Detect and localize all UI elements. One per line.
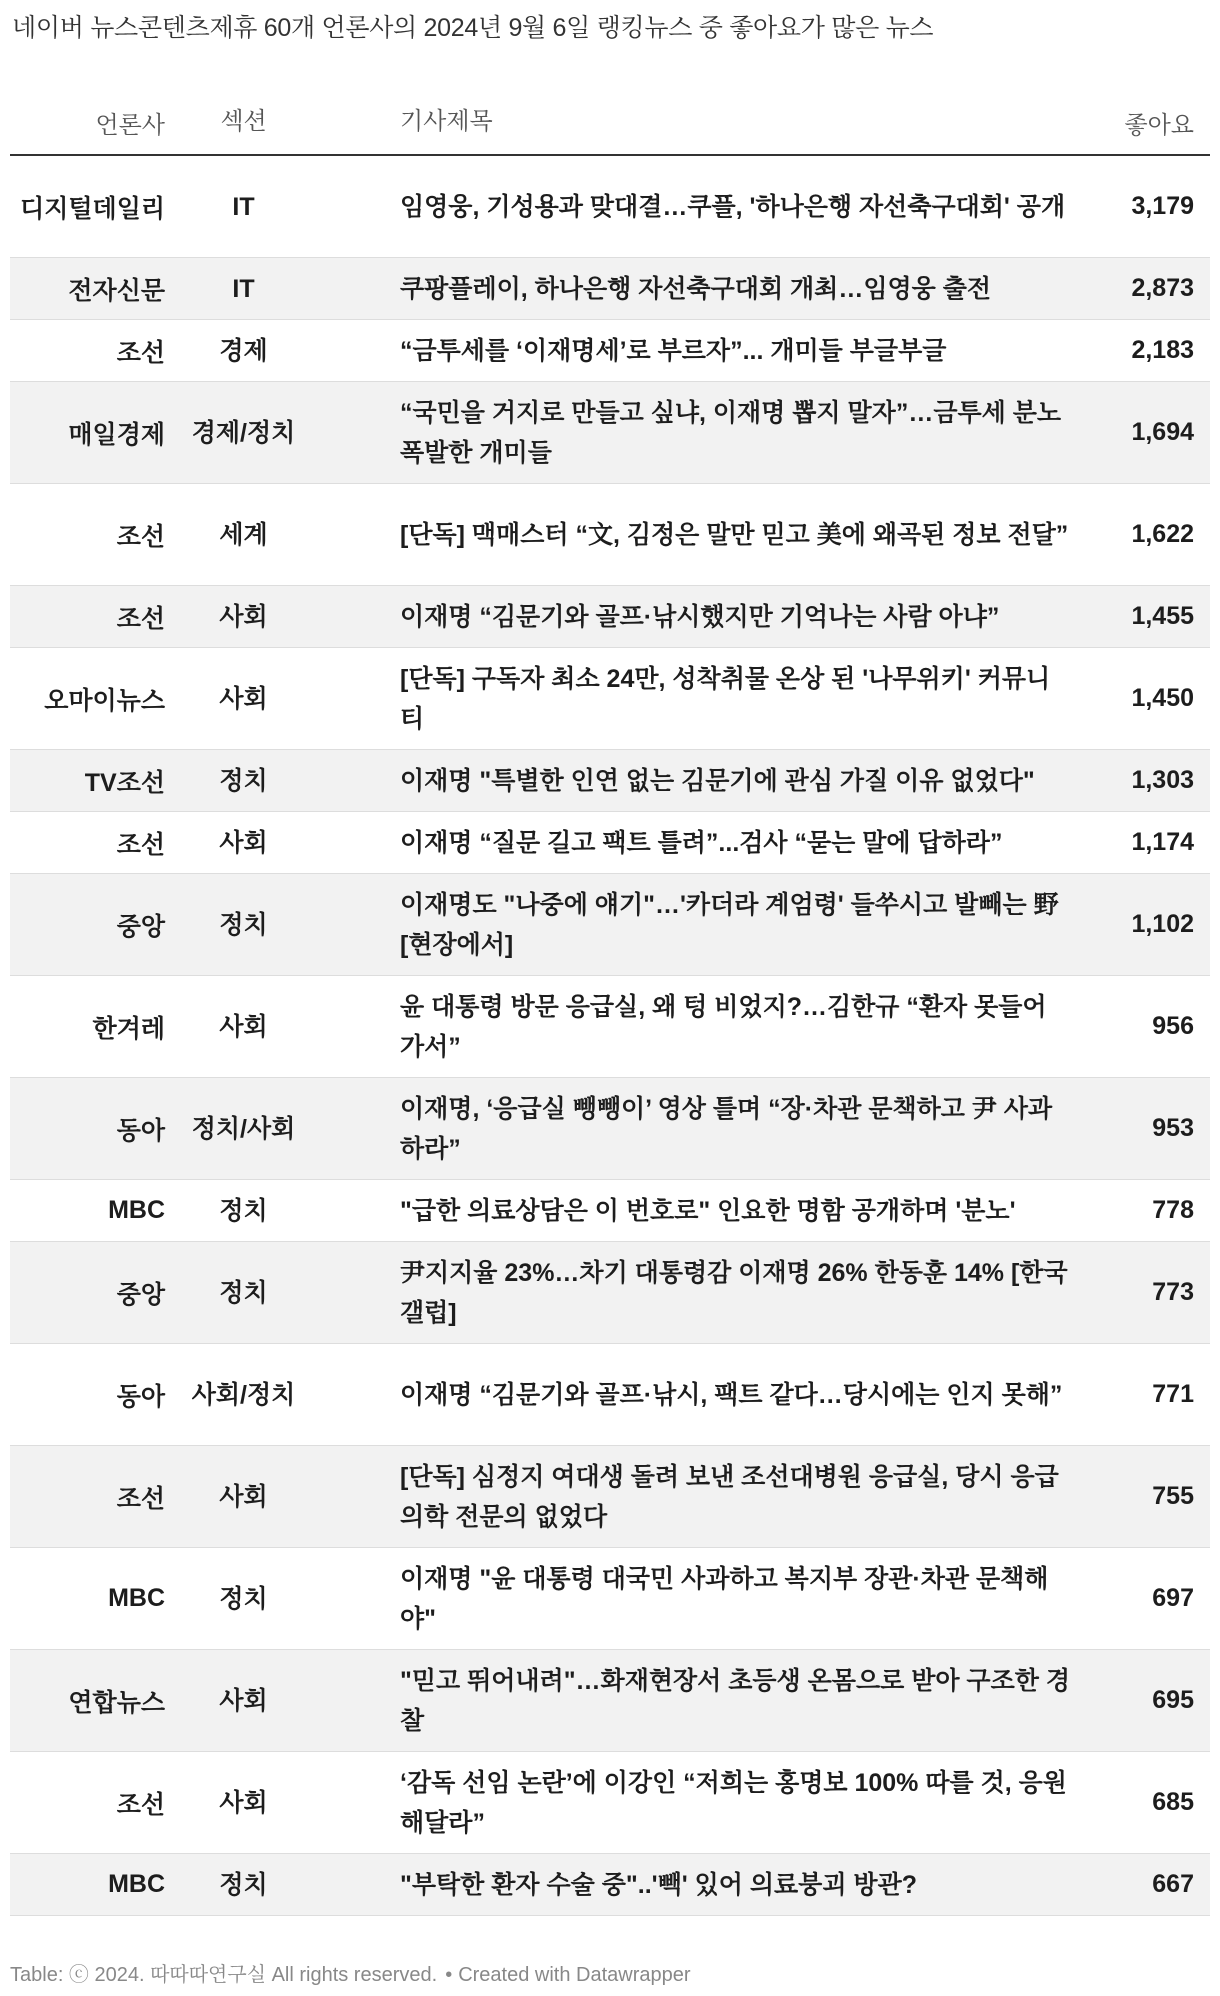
cell-outlet: 조선 xyxy=(116,604,165,633)
cell-likes: 953 xyxy=(1152,1114,1194,1142)
cell-headline: [단독] 맥매스터 “文, 김정은 말만 믿고 美에 왜곡된 정보 전달” xyxy=(400,520,1069,549)
cell-section: 사회 xyxy=(219,1686,268,1715)
cell-headline: [단독] 심정지 여대생 돌려 보낸 조선대병원 응급실, 당시 응급의학 전문의 없었다 xyxy=(400,1462,1059,1531)
table-row xyxy=(10,1180,1210,1242)
cell-section: 정치/사회 xyxy=(191,1114,296,1143)
cell-headline: "부탁한 환자 수술 중"..'빽' 있어 의료붕괴 방관? xyxy=(400,1870,917,1899)
cell-outlet: 동아 xyxy=(116,1382,165,1411)
cell-section: 사회 xyxy=(219,602,268,631)
cell-section: IT xyxy=(232,274,255,303)
cell-section: IT xyxy=(232,192,255,221)
cell-likes: 1,450 xyxy=(1131,684,1194,712)
cell-likes: 3,179 xyxy=(1131,192,1194,220)
cell-section: 사회 xyxy=(219,1788,268,1817)
cell-outlet: 조선 xyxy=(116,522,165,551)
cell-outlet: 조선 xyxy=(116,338,165,367)
table-title: 네이버 뉴스콘텐츠제휴 60개 언론사의 2024년 9월 6일 랭킹뉴스 중 좋아요가 많은 뉴스 xyxy=(12,14,934,42)
cell-likes: 697 xyxy=(1152,1584,1194,1612)
table-row xyxy=(10,320,1210,382)
column-header-headline: 기사제목 xyxy=(400,108,493,135)
table-header xyxy=(10,90,1210,156)
cell-headline: 이재명 “김문기와 골프·낚시, 팩트 같다…당시에는 인지 못해” xyxy=(400,1380,1063,1409)
cell-outlet: 중앙 xyxy=(116,912,165,941)
table-row xyxy=(10,648,1210,750)
footer-separator: • xyxy=(445,1964,453,1986)
cell-section: 사회 xyxy=(219,684,268,713)
cell-section: 사회 xyxy=(219,1482,268,1511)
cell-headline: “국민을 거지로 만들고 싶냐, 이재명 뽑지 말자”…금투세 분노 폭발한 개미들 xyxy=(400,398,1062,467)
cell-outlet: 조선 xyxy=(116,830,165,859)
cell-headline: 이재명, ‘응급실 뺑뺑이’ 영상 틀며 “장·차관 문책하고 尹 사과하라” xyxy=(400,1094,1053,1163)
cell-likes: 2,873 xyxy=(1131,274,1194,302)
column-header-likes: 좋아요 xyxy=(1124,111,1194,139)
table-row xyxy=(10,874,1210,976)
cell-likes: 1,694 xyxy=(1131,418,1194,446)
table-row xyxy=(10,258,1210,320)
cell-outlet: 동아 xyxy=(116,1116,165,1145)
cell-section: 정치 xyxy=(219,1278,268,1307)
table-row xyxy=(10,1078,1210,1180)
table-row xyxy=(10,1650,1210,1752)
table-row xyxy=(10,812,1210,874)
table-row xyxy=(10,586,1210,648)
table-row xyxy=(10,1548,1210,1650)
cell-section: 경제/정치 xyxy=(191,418,296,447)
cell-section: 사회/정치 xyxy=(191,1380,296,1409)
cell-outlet: 한겨레 xyxy=(92,1014,165,1043)
footer xyxy=(10,1958,691,1987)
cell-likes: 1,303 xyxy=(1131,766,1194,794)
cell-outlet: 연합뉴스 xyxy=(68,1688,165,1717)
cell-likes: 778 xyxy=(1152,1196,1194,1224)
cell-outlet: 오마이뉴스 xyxy=(44,686,165,715)
cell-headline: [단독] 구독자 최소 24만, 성착취물 온상 된 '나무위키' 커뮤니티 xyxy=(400,664,1051,733)
cell-headline: 쿠팡플레이, 하나은행 자선축구대회 개최…임영웅 출전 xyxy=(400,274,992,303)
footer-credit: Table: ⓒ 2024. 따따따연구실 All rights reserved. xyxy=(10,1964,438,1986)
cell-outlet: MBC xyxy=(108,1196,165,1224)
cell-section: 정치 xyxy=(219,766,268,795)
cell-headline: 임영웅, 기성용과 맞대결…쿠플, '하나은행 자선축구대회' 공개 xyxy=(400,192,1066,221)
table-row xyxy=(10,1854,1210,1916)
cell-outlet: 매일경제 xyxy=(68,420,165,449)
cell-section: 정치 xyxy=(219,1870,268,1899)
cell-headline: 이재명 “질문 길고 팩트 틀려”...검사 “묻는 말에 답하라” xyxy=(400,828,1003,857)
cell-headline: "급한 의료상담은 이 번호로" 인요한 명함 공개하며 '분노' xyxy=(400,1196,1016,1225)
cell-section: 사회 xyxy=(219,828,268,857)
cell-headline: “금투세를 ‘이재명세’로 부르자”... 개미들 부글부글 xyxy=(400,336,947,365)
cell-headline: 이재명 "특별한 인연 없는 김문기에 관심 가질 이유 없었다" xyxy=(400,766,1035,795)
cell-headline: "믿고 뛰어내려"…화재현장서 초등생 온몸으로 받아 구조한 경찰 xyxy=(400,1666,1070,1735)
table-row xyxy=(10,1446,1210,1548)
table-body xyxy=(10,156,1210,1916)
cell-section: 경제 xyxy=(219,336,268,365)
cell-outlet: 전자신문 xyxy=(68,276,165,305)
cell-outlet: 중앙 xyxy=(116,1280,165,1309)
cell-likes: 1,455 xyxy=(1131,602,1194,630)
cell-likes: 956 xyxy=(1152,1012,1194,1040)
cell-outlet: 디지털데일리 xyxy=(20,194,165,223)
table-row xyxy=(10,156,1210,258)
column-header-outlet: 언론사 xyxy=(95,111,165,139)
cell-outlet: 조선 xyxy=(116,1484,165,1513)
cell-likes: 1,174 xyxy=(1131,828,1194,856)
cell-likes: 771 xyxy=(1152,1380,1194,1408)
cell-likes: 773 xyxy=(1152,1278,1194,1306)
cell-headline: 尹지지율 23%…차기 대통령감 이재명 26% 한동훈 14% [한국갤럽] xyxy=(400,1258,1068,1327)
cell-outlet: MBC xyxy=(108,1584,165,1612)
table-row xyxy=(10,1752,1210,1854)
cell-outlet: MBC xyxy=(108,1870,165,1898)
table-row xyxy=(10,382,1210,484)
cell-section: 정치 xyxy=(219,1196,268,1225)
table-row xyxy=(10,750,1210,812)
cell-section: 세계 xyxy=(219,520,268,549)
cell-section: 정치 xyxy=(219,1584,268,1613)
table-row xyxy=(10,1344,1210,1446)
cell-headline: ‘감독 선임 논란’에 이강인 “저희는 홍명보 100% 따를 것, 응원해달라” xyxy=(400,1768,1067,1837)
cell-headline: 이재명 "윤 대통령 대국민 사과하고 복지부 장관·차관 문책해야" xyxy=(400,1564,1049,1633)
cell-outlet: TV조선 xyxy=(84,768,165,797)
column-header-section: 섹션 xyxy=(220,108,267,135)
table-row xyxy=(10,1242,1210,1344)
cell-likes: 1,622 xyxy=(1131,520,1194,548)
cell-likes: 755 xyxy=(1152,1482,1194,1510)
cell-headline: 이재명 “김문기와 골프·낚시했지만 기억나는 사람 아냐” xyxy=(400,602,1000,631)
cell-likes: 667 xyxy=(1152,1870,1194,1898)
cell-likes: 695 xyxy=(1152,1686,1194,1714)
cell-section: 정치 xyxy=(219,910,268,939)
table-row xyxy=(10,976,1210,1078)
cell-headline: 이재명도 "나중에 얘기"…'카더라 계엄령' 들쑤시고 발빼는 野 [현장에서] xyxy=(400,890,1059,959)
footer-created-with: Created with Datawrapper xyxy=(458,1964,691,1986)
ranking-table xyxy=(10,90,1210,1916)
cell-likes: 2,183 xyxy=(1131,336,1194,364)
cell-likes: 685 xyxy=(1152,1788,1194,1816)
cell-headline: 윤 대통령 방문 응급실, 왜 텅 비었지?…김한규 “환자 못들어가서” xyxy=(400,992,1047,1061)
cell-section: 사회 xyxy=(219,1012,268,1041)
cell-likes: 1,102 xyxy=(1131,910,1194,938)
table-row xyxy=(10,484,1210,586)
cell-outlet: 조선 xyxy=(116,1790,165,1819)
